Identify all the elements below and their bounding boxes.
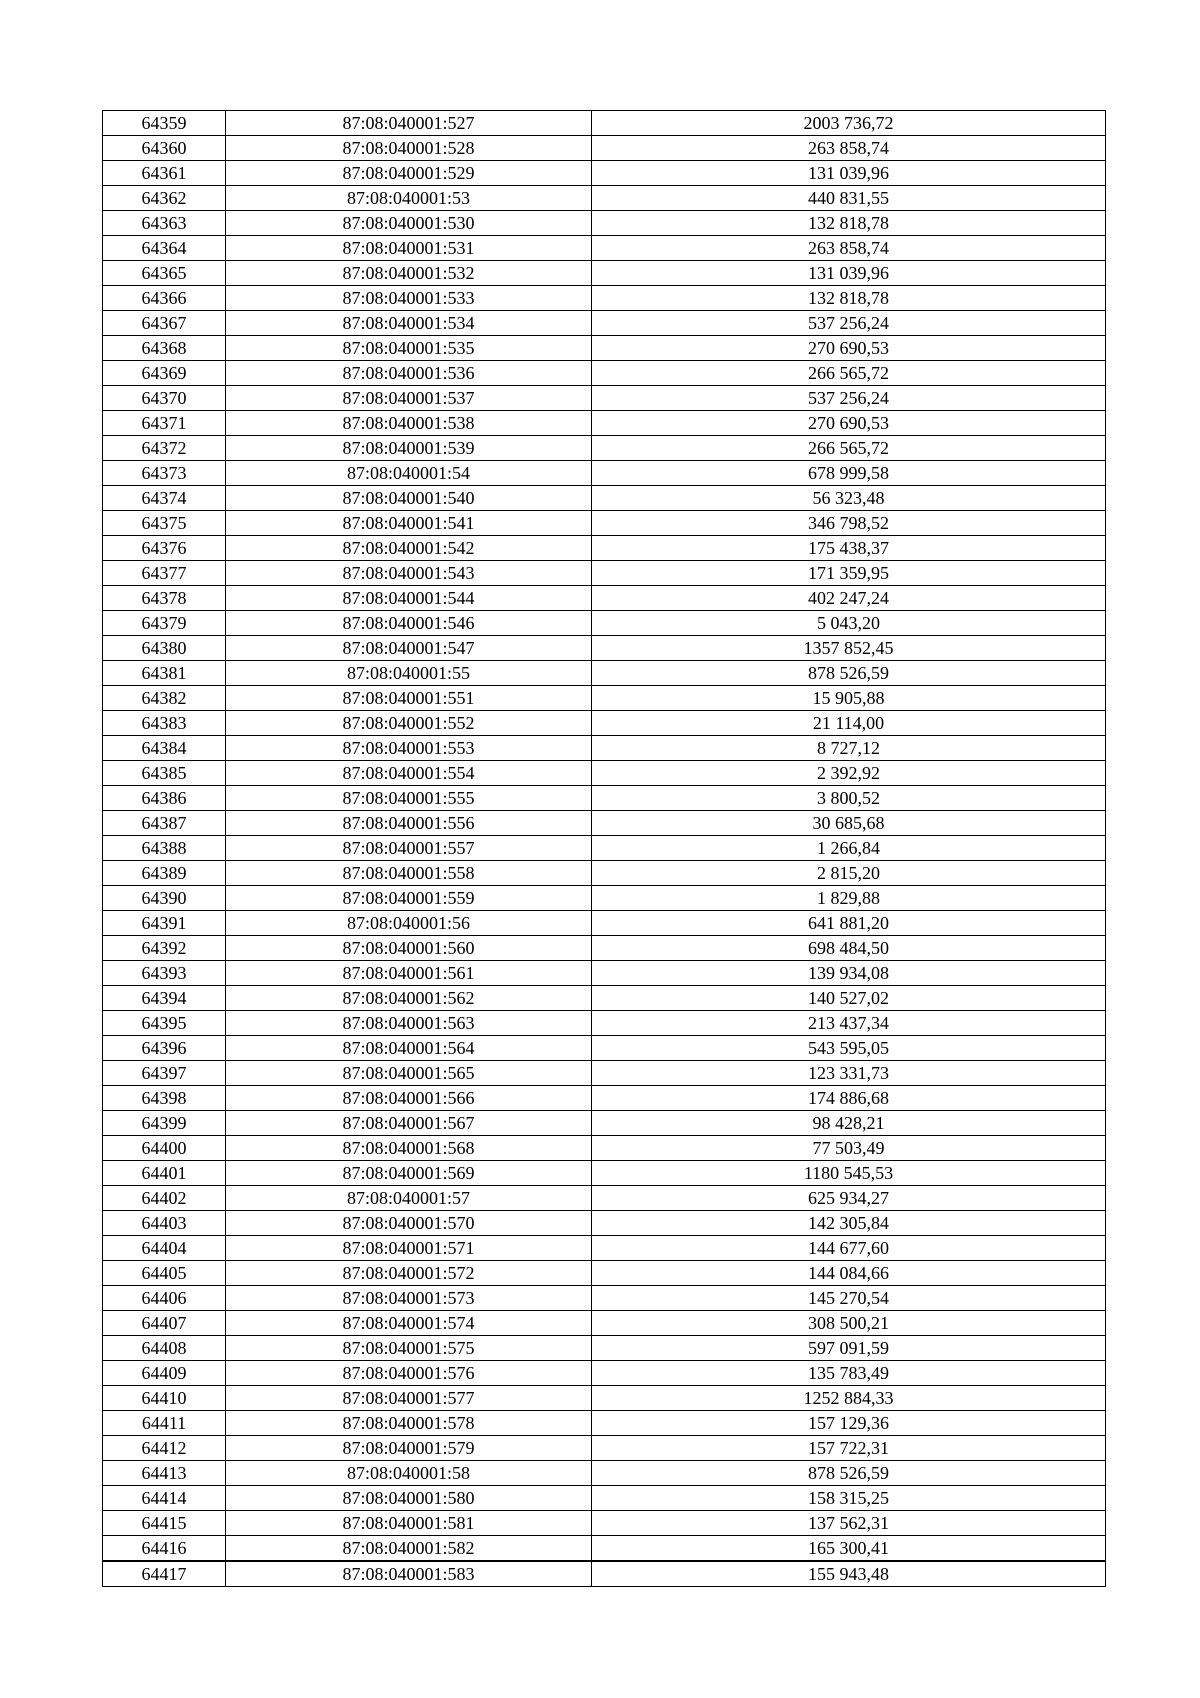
cadastral-value-cell: 213 437,34 xyxy=(592,1011,1106,1036)
row-number-cell: 64396 xyxy=(103,1036,226,1061)
cadastral-value-cell: 132 818,78 xyxy=(592,211,1106,236)
table-row xyxy=(103,711,1106,736)
row-number-cell: 64406 xyxy=(103,1286,226,1311)
table-row xyxy=(103,911,1106,936)
table-row xyxy=(103,1386,1106,1411)
cadastral-value-cell: 157 722,31 xyxy=(592,1436,1106,1461)
table-row xyxy=(103,111,1106,136)
table-row xyxy=(103,1311,1106,1336)
cadastral-value-cell: 56 323,48 xyxy=(592,486,1106,511)
row-number-cell: 64379 xyxy=(103,611,226,636)
row-number-cell: 64400 xyxy=(103,1136,226,1161)
cadastral-number-cell: 87:08:040001:583 xyxy=(226,1561,592,1587)
table-body xyxy=(103,111,1106,1587)
cadastral-number-cell: 87:08:040001:541 xyxy=(226,511,592,536)
cadastral-number-cell: 87:08:040001:560 xyxy=(226,936,592,961)
cadastral-number-cell: 87:08:040001:561 xyxy=(226,961,592,986)
cadastral-value-cell: 878 526,59 xyxy=(592,1461,1106,1486)
cadastral-number-cell: 87:08:040001:57 xyxy=(226,1186,592,1211)
cadastral-number-cell: 87:08:040001:544 xyxy=(226,586,592,611)
cadastral-value-cell: 1252 884,33 xyxy=(592,1386,1106,1411)
cadastral-value-cell: 2003 736,72 xyxy=(592,111,1106,136)
cadastral-number-cell: 87:08:040001:552 xyxy=(226,711,592,736)
row-number-cell: 64364 xyxy=(103,236,226,261)
row-number-cell: 64414 xyxy=(103,1486,226,1511)
table-row xyxy=(103,1086,1106,1111)
table-row xyxy=(103,386,1106,411)
table-row xyxy=(103,1061,1106,1086)
cadastral-value-cell: 263 858,74 xyxy=(592,236,1106,261)
cadastral-value-cell: 137 562,31 xyxy=(592,1511,1106,1536)
table-row xyxy=(103,586,1106,611)
cadastral-value-cell: 123 331,73 xyxy=(592,1061,1106,1086)
cadastral-value-cell: 155 943,48 xyxy=(592,1561,1106,1587)
row-number-cell: 64367 xyxy=(103,311,226,336)
table-row xyxy=(103,936,1106,961)
row-number-cell: 64405 xyxy=(103,1261,226,1286)
table-row xyxy=(103,1011,1106,1036)
cadastral-number-cell: 87:08:040001:55 xyxy=(226,661,592,686)
table-row xyxy=(103,411,1106,436)
cadastral-value-table xyxy=(102,110,1106,1587)
cadastral-number-cell: 87:08:040001:564 xyxy=(226,1036,592,1061)
row-number-cell: 64368 xyxy=(103,336,226,361)
row-number-cell: 64359 xyxy=(103,111,226,136)
cadastral-number-cell: 87:08:040001:551 xyxy=(226,686,592,711)
table-row xyxy=(103,1536,1106,1562)
table-row xyxy=(103,436,1106,461)
cadastral-value-cell: 402 247,24 xyxy=(592,586,1106,611)
table-row xyxy=(103,1361,1106,1386)
table-row xyxy=(103,536,1106,561)
row-number-cell: 64410 xyxy=(103,1386,226,1411)
table-row xyxy=(103,1511,1106,1536)
table-row xyxy=(103,1436,1106,1461)
row-number-cell: 64377 xyxy=(103,561,226,586)
cadastral-value-cell: 15 905,88 xyxy=(592,686,1106,711)
cadastral-value-cell: 263 858,74 xyxy=(592,136,1106,161)
table-row xyxy=(103,886,1106,911)
row-number-cell: 64387 xyxy=(103,811,226,836)
table-row xyxy=(103,1186,1106,1211)
cadastral-number-cell: 87:08:040001:555 xyxy=(226,786,592,811)
cadastral-number-cell: 87:08:040001:570 xyxy=(226,1211,592,1236)
row-number-cell: 64361 xyxy=(103,161,226,186)
cadastral-value-cell: 142 305,84 xyxy=(592,1211,1106,1236)
table-row xyxy=(103,486,1106,511)
table-row xyxy=(103,136,1106,161)
cadastral-value-cell: 1180 545,53 xyxy=(592,1161,1106,1186)
cadastral-number-cell: 87:08:040001:571 xyxy=(226,1236,592,1261)
table-row xyxy=(103,211,1106,236)
cadastral-value-cell: 3 800,52 xyxy=(592,786,1106,811)
cadastral-value-cell: 625 934,27 xyxy=(592,1186,1106,1211)
table-row xyxy=(103,1336,1106,1361)
cadastral-number-cell: 87:08:040001:578 xyxy=(226,1411,592,1436)
table-row xyxy=(103,1411,1106,1436)
table-row xyxy=(103,736,1106,761)
cadastral-value-cell: 270 690,53 xyxy=(592,411,1106,436)
cadastral-number-cell: 87:08:040001:537 xyxy=(226,386,592,411)
cadastral-number-cell: 87:08:040001:562 xyxy=(226,986,592,1011)
cadastral-number-cell: 87:08:040001:543 xyxy=(226,561,592,586)
row-number-cell: 64360 xyxy=(103,136,226,161)
cadastral-number-cell: 87:08:040001:539 xyxy=(226,436,592,461)
row-number-cell: 64393 xyxy=(103,961,226,986)
row-number-cell: 64413 xyxy=(103,1461,226,1486)
row-number-cell: 64384 xyxy=(103,736,226,761)
table-row xyxy=(103,986,1106,1011)
cadastral-value-cell: 266 565,72 xyxy=(592,361,1106,386)
row-number-cell: 64417 xyxy=(103,1561,226,1587)
table-row xyxy=(103,261,1106,286)
cadastral-number-cell: 87:08:040001:529 xyxy=(226,161,592,186)
row-number-cell: 64395 xyxy=(103,1011,226,1036)
cadastral-number-cell: 87:08:040001:53 xyxy=(226,186,592,211)
row-number-cell: 64401 xyxy=(103,1161,226,1186)
cadastral-number-cell: 87:08:040001:569 xyxy=(226,1161,592,1186)
row-number-cell: 64363 xyxy=(103,211,226,236)
row-number-cell: 64394 xyxy=(103,986,226,1011)
cadastral-value-cell: 537 256,24 xyxy=(592,386,1106,411)
table-row xyxy=(103,1261,1106,1286)
cadastral-number-cell: 87:08:040001:56 xyxy=(226,911,592,936)
cadastral-value-cell: 266 565,72 xyxy=(592,436,1106,461)
row-number-cell: 64362 xyxy=(103,186,226,211)
cadastral-number-cell: 87:08:040001:528 xyxy=(226,136,592,161)
cadastral-number-cell: 87:08:040001:575 xyxy=(226,1336,592,1361)
table-row xyxy=(103,1161,1106,1186)
cadastral-number-cell: 87:08:040001:566 xyxy=(226,1086,592,1111)
cadastral-value-cell: 132 818,78 xyxy=(592,286,1106,311)
cadastral-value-cell: 537 256,24 xyxy=(592,311,1106,336)
cadastral-value-cell: 77 503,49 xyxy=(592,1136,1106,1161)
table-row xyxy=(103,1236,1106,1261)
cadastral-number-cell: 87:08:040001:535 xyxy=(226,336,592,361)
row-number-cell: 64415 xyxy=(103,1511,226,1536)
table-row xyxy=(103,836,1106,861)
table-row xyxy=(103,1136,1106,1161)
cadastral-value-cell: 174 886,68 xyxy=(592,1086,1106,1111)
cadastral-number-cell: 87:08:040001:579 xyxy=(226,1436,592,1461)
cadastral-number-cell: 87:08:040001:530 xyxy=(226,211,592,236)
row-number-cell: 64399 xyxy=(103,1111,226,1136)
cadastral-value-cell: 5 043,20 xyxy=(592,611,1106,636)
row-number-cell: 64382 xyxy=(103,686,226,711)
cadastral-number-cell: 87:08:040001:534 xyxy=(226,311,592,336)
cadastral-value-cell: 140 527,02 xyxy=(592,986,1106,1011)
cadastral-value-cell: 165 300,41 xyxy=(592,1536,1106,1562)
cadastral-value-cell: 144 084,66 xyxy=(592,1261,1106,1286)
row-number-cell: 64402 xyxy=(103,1186,226,1211)
table-row xyxy=(103,686,1106,711)
cadastral-value-cell: 1 829,88 xyxy=(592,886,1106,911)
cadastral-value-cell: 21 114,00 xyxy=(592,711,1106,736)
table-row xyxy=(103,1111,1106,1136)
cadastral-number-cell: 87:08:040001:574 xyxy=(226,1311,592,1336)
row-number-cell: 64404 xyxy=(103,1236,226,1261)
cadastral-value-cell: 1357 852,45 xyxy=(592,636,1106,661)
row-number-cell: 64371 xyxy=(103,411,226,436)
cadastral-number-cell: 87:08:040001:573 xyxy=(226,1286,592,1311)
row-number-cell: 64373 xyxy=(103,461,226,486)
table-row xyxy=(103,361,1106,386)
table-row xyxy=(103,861,1106,886)
row-number-cell: 64365 xyxy=(103,261,226,286)
cadastral-value-cell: 98 428,21 xyxy=(592,1111,1106,1136)
table-row xyxy=(103,161,1106,186)
cadastral-number-cell: 87:08:040001:533 xyxy=(226,286,592,311)
cadastral-value-cell: 2 815,20 xyxy=(592,861,1106,886)
cadastral-number-cell: 87:08:040001:582 xyxy=(226,1536,592,1562)
cadastral-value-cell: 30 685,68 xyxy=(592,811,1106,836)
cadastral-number-cell: 87:08:040001:547 xyxy=(226,636,592,661)
row-number-cell: 64416 xyxy=(103,1536,226,1562)
cadastral-number-cell: 87:08:040001:565 xyxy=(226,1061,592,1086)
row-number-cell: 64383 xyxy=(103,711,226,736)
row-number-cell: 64375 xyxy=(103,511,226,536)
row-number-cell: 64407 xyxy=(103,1311,226,1336)
row-number-cell: 64374 xyxy=(103,486,226,511)
table-row xyxy=(103,1286,1106,1311)
cadastral-number-cell: 87:08:040001:553 xyxy=(226,736,592,761)
cadastral-value-cell: 131 039,96 xyxy=(592,161,1106,186)
cadastral-number-cell: 87:08:040001:558 xyxy=(226,861,592,886)
table-row xyxy=(103,636,1106,661)
table-row xyxy=(103,186,1106,211)
cadastral-value-cell: 641 881,20 xyxy=(592,911,1106,936)
cadastral-number-cell: 87:08:040001:568 xyxy=(226,1136,592,1161)
row-number-cell: 64398 xyxy=(103,1086,226,1111)
cadastral-number-cell: 87:08:040001:58 xyxy=(226,1461,592,1486)
table-row xyxy=(103,1561,1106,1587)
cadastral-value-cell: 878 526,59 xyxy=(592,661,1106,686)
row-number-cell: 64388 xyxy=(103,836,226,861)
row-number-cell: 64391 xyxy=(103,911,226,936)
cadastral-value-cell: 158 315,25 xyxy=(592,1486,1106,1511)
table-row xyxy=(103,286,1106,311)
cadastral-number-cell: 87:08:040001:536 xyxy=(226,361,592,386)
table-row xyxy=(103,661,1106,686)
cadastral-value-cell: 440 831,55 xyxy=(592,186,1106,211)
table-row xyxy=(103,336,1106,361)
cadastral-number-cell: 87:08:040001:532 xyxy=(226,261,592,286)
table-row xyxy=(103,1461,1106,1486)
row-number-cell: 64409 xyxy=(103,1361,226,1386)
row-number-cell: 64372 xyxy=(103,436,226,461)
row-number-cell: 64378 xyxy=(103,586,226,611)
row-number-cell: 64412 xyxy=(103,1436,226,1461)
row-number-cell: 64369 xyxy=(103,361,226,386)
cadastral-number-cell: 87:08:040001:572 xyxy=(226,1261,592,1286)
row-number-cell: 64411 xyxy=(103,1411,226,1436)
cadastral-number-cell: 87:08:040001:538 xyxy=(226,411,592,436)
row-number-cell: 64385 xyxy=(103,761,226,786)
row-number-cell: 64392 xyxy=(103,936,226,961)
cadastral-value-cell: 144 677,60 xyxy=(592,1236,1106,1261)
row-number-cell: 64389 xyxy=(103,861,226,886)
row-number-cell: 64380 xyxy=(103,636,226,661)
cadastral-number-cell: 87:08:040001:546 xyxy=(226,611,592,636)
table-row xyxy=(103,761,1106,786)
cadastral-value-cell: 698 484,50 xyxy=(592,936,1106,961)
cadastral-value-cell: 175 438,37 xyxy=(592,536,1106,561)
cadastral-number-cell: 87:08:040001:559 xyxy=(226,886,592,911)
row-number-cell: 64370 xyxy=(103,386,226,411)
cadastral-number-cell: 87:08:040001:563 xyxy=(226,1011,592,1036)
cadastral-number-cell: 87:08:040001:567 xyxy=(226,1111,592,1136)
cadastral-value-cell: 678 999,58 xyxy=(592,461,1106,486)
row-number-cell: 64386 xyxy=(103,786,226,811)
table-row xyxy=(103,811,1106,836)
table-row xyxy=(103,561,1106,586)
row-number-cell: 64403 xyxy=(103,1211,226,1236)
row-number-cell: 64381 xyxy=(103,661,226,686)
row-number-cell: 64390 xyxy=(103,886,226,911)
cadastral-value-cell: 8 727,12 xyxy=(592,736,1106,761)
cadastral-value-cell: 597 091,59 xyxy=(592,1336,1106,1361)
cadastral-number-cell: 87:08:040001:542 xyxy=(226,536,592,561)
cadastral-number-cell: 87:08:040001:540 xyxy=(226,486,592,511)
row-number-cell: 64408 xyxy=(103,1336,226,1361)
cadastral-number-cell: 87:08:040001:557 xyxy=(226,836,592,861)
cadastral-number-cell: 87:08:040001:527 xyxy=(226,111,592,136)
row-number-cell: 64376 xyxy=(103,536,226,561)
table-row xyxy=(103,786,1106,811)
cadastral-value-cell: 145 270,54 xyxy=(592,1286,1106,1311)
cadastral-number-cell: 87:08:040001:556 xyxy=(226,811,592,836)
cadastral-value-cell: 139 934,08 xyxy=(592,961,1106,986)
table-row xyxy=(103,1211,1106,1236)
cadastral-value-cell: 1 266,84 xyxy=(592,836,1106,861)
cadastral-value-cell: 131 039,96 xyxy=(592,261,1106,286)
cadastral-value-cell: 270 690,53 xyxy=(592,336,1106,361)
table-row xyxy=(103,1036,1106,1061)
cadastral-value-cell: 346 798,52 xyxy=(592,511,1106,536)
cadastral-number-cell: 87:08:040001:577 xyxy=(226,1386,592,1411)
row-number-cell: 64366 xyxy=(103,286,226,311)
cadastral-value-cell: 543 595,05 xyxy=(592,1036,1106,1061)
table-row xyxy=(103,961,1106,986)
cadastral-number-cell: 87:08:040001:554 xyxy=(226,761,592,786)
table-row xyxy=(103,461,1106,486)
cadastral-number-cell: 87:08:040001:531 xyxy=(226,236,592,261)
cadastral-number-cell: 87:08:040001:581 xyxy=(226,1511,592,1536)
table-row xyxy=(103,511,1106,536)
cadastral-value-cell: 2 392,92 xyxy=(592,761,1106,786)
table-row xyxy=(103,311,1106,336)
cadastral-value-cell: 157 129,36 xyxy=(592,1411,1106,1436)
table-row xyxy=(103,236,1106,261)
cadastral-value-cell: 308 500,21 xyxy=(592,1311,1106,1336)
cadastral-number-cell: 87:08:040001:580 xyxy=(226,1486,592,1511)
cadastral-value-cell: 135 783,49 xyxy=(592,1361,1106,1386)
table-row xyxy=(103,611,1106,636)
cadastral-value-cell: 171 359,95 xyxy=(592,561,1106,586)
cadastral-number-cell: 87:08:040001:54 xyxy=(226,461,592,486)
table-row xyxy=(103,1486,1106,1511)
cadastral-number-cell: 87:08:040001:576 xyxy=(226,1361,592,1386)
row-number-cell: 64397 xyxy=(103,1061,226,1086)
